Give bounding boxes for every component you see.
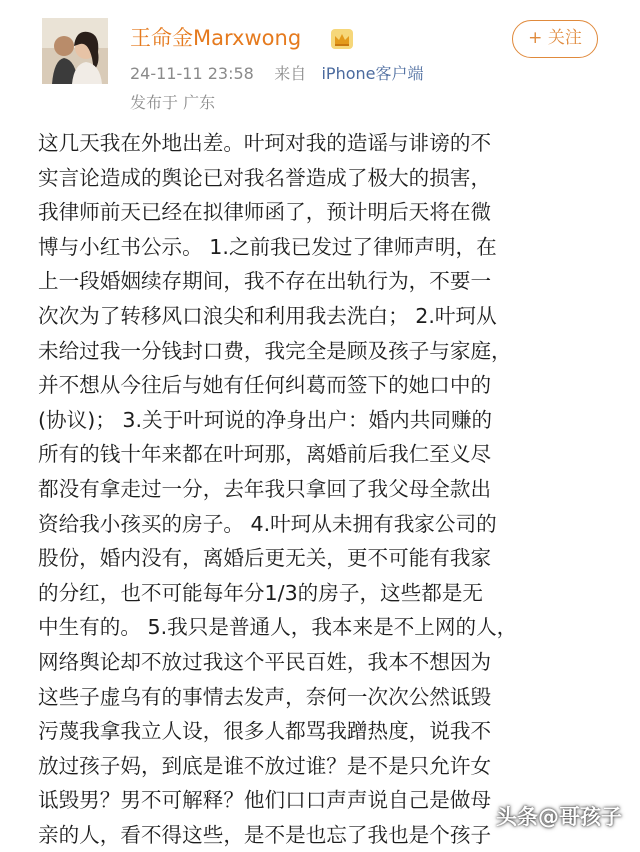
post-line: 网络舆论却不放过我这个平民百姓，我本不想因为	[38, 649, 492, 674]
watermark: 头条@哥孩子	[496, 805, 622, 829]
avatar-photo	[42, 18, 108, 84]
post-line: 上一段婚姻续存期间，我不存在出轨行为，不要一	[38, 269, 492, 294]
post-line: 亲的人，看不得这些，是不是也忘了我也是个孩子	[38, 822, 492, 847]
author-name[interactable]: 王命金Marxwong	[130, 26, 302, 50]
post-line: 并不想从今往后与她有任何纠葛而签下的她口中的	[38, 373, 492, 398]
post-location: 发布于 广东	[130, 93, 216, 112]
post-line: 放过孩子妈，到底是谁不放过谁？是不是只允许女	[38, 753, 492, 778]
post-content	[38, 126, 608, 847]
post-line: 实言论造成的舆论已对我名誉造成了极大的损害，	[38, 165, 492, 190]
post-header	[0, 0, 640, 125]
post-timestamp: 24-11-11 23:58	[130, 64, 254, 83]
post-line: 博与小红书公示。 1.之前我已发过了律师声明，在	[38, 234, 497, 259]
avatar[interactable]	[42, 18, 108, 84]
post-line: 中生有的。 5.我只是普通人，我本来是不上网的人，	[38, 615, 518, 640]
post-line: 污蔑我拿我立人设，很多人都骂我蹭热度，说我不	[38, 719, 492, 744]
post-line: 的分红，也不可能每年分1/3的房子，这些都是无	[38, 580, 484, 605]
post-line: 未给过我一分钱封口费，我完全是顾及孩子与家庭，	[38, 338, 512, 363]
post-line: 股份，婚内没有，离婚后更无关，更不可能有我家	[38, 546, 492, 571]
crown-icon	[330, 28, 354, 50]
post-line: 诋毁男？男不可解释？他们口口声声说自己是做母	[38, 788, 492, 813]
post-meta	[130, 63, 424, 85]
post-line: 次次为了转移风口浪尖和利用我去洗白； 2.叶珂从	[38, 303, 497, 328]
source-prefix: 来自	[274, 64, 307, 83]
post-line: (协议)； 3.关于叶珂说的净身出户：婚内共同赚的	[38, 407, 493, 432]
source-app-link[interactable]: iPhone客户端	[321, 64, 424, 83]
post-line: 资给我小孩买的房子。 4.叶珂从未拥有我家公司的	[38, 511, 497, 536]
post-line: 我律师前天已经在拟律师函了，预计明后天将在微	[38, 200, 492, 225]
post-line: 这些子虚乌有的事情去发声，奈何一次次公然诋毁	[38, 684, 492, 709]
post-line: 都没有拿走过一分，去年我只拿回了我父母全款出	[38, 476, 492, 501]
post-line: 这几天我在外地出差。叶珂对我的造谣与诽谤的不	[38, 131, 492, 155]
post-line: 所有的钱十年来都在叶珂那，离婚前后我仁至义尽	[38, 442, 492, 467]
follow-button[interactable]: + 关注	[512, 20, 598, 58]
